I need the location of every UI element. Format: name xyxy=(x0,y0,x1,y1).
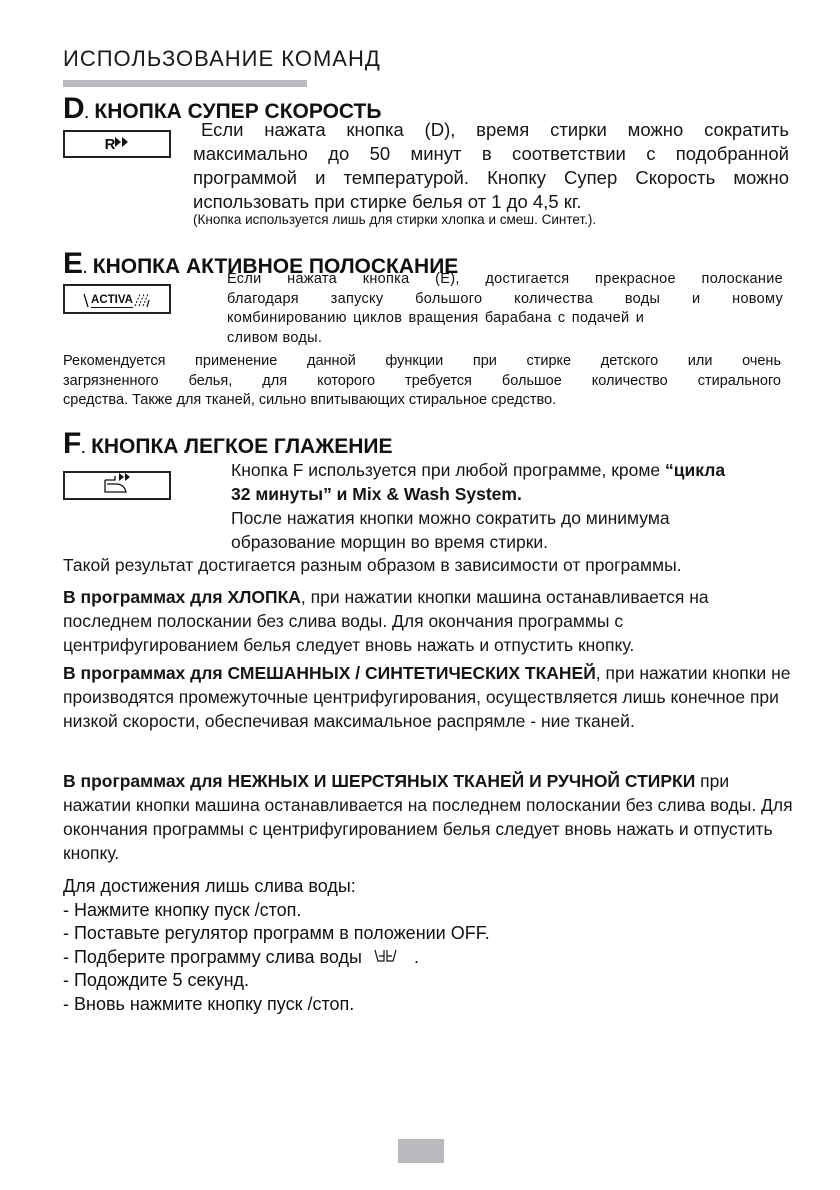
section-e-description: Если нажата кнопка (E), достигается прекрасное полоскание благодаря запуску большого количества воды и новому комбинированию циклов вращения барабана с подачей и сливом воды. xyxy=(227,271,783,346)
cotton-paragraph: В программах для ХЛОПКА, при нажатии кнопки машина останавливается на последнем полоскании без слива воды. Для окончания программы с центрифугированием белья следует вновь нажать и отпустить кнопку. xyxy=(63,587,709,655)
page-title: ИСПОЛЬЗОВАНИЕ КОМАНД xyxy=(63,46,381,71)
drain-step: - Нажмите кнопку пуск /стоп. xyxy=(63,899,302,920)
activa-rinse-icon: ACTIVA xyxy=(83,290,151,308)
section-d-title: КНОПКА СУПЕР СКОРОСТЬ xyxy=(94,100,382,123)
super-speed-icon: R xyxy=(105,136,130,153)
activa-rinse-button[interactable] xyxy=(63,284,171,314)
section-d-note: (Кнопка используется лишь для стирки хлопка и смеш. Синтет.). xyxy=(193,212,597,227)
easy-iron-button[interactable] xyxy=(63,471,171,500)
drain-step: - Поставьте регулятор программ в положении OFF. xyxy=(63,923,490,943)
drain-step: - Вновь нажмите кнопку пуск /стоп. xyxy=(63,993,355,1014)
drain-instructions xyxy=(63,875,663,1016)
delicate-paragraph: В программах для НЕЖНЫХ И ШЕРСТЯНЫХ ТКАНЕЙ И РУЧНОЙ СТИРКИ при нажатии кнопки машина останавливается на последнем полоскании без слива воды. Для окончания программы с центрифугированием белья следует вновь нажать и отпустить кнопку. xyxy=(63,771,793,863)
section-e-heading: E. КНОПКА АКТИВНОЕ ПОЛОСКАНИЕ xyxy=(63,247,459,280)
title-underline-bar xyxy=(63,80,307,87)
drain-step: - Подберите программу слива воды . xyxy=(63,946,419,967)
drain-heading: Для достижения лишь слива воды: xyxy=(63,876,356,896)
super-speed-button[interactable] xyxy=(63,130,171,158)
section-f-result: Такой результат достигается разным образом в зависимости от программы. xyxy=(63,555,682,575)
section-d-heading: D. КНОПКА СУПЕР СКОРОСТЬ xyxy=(63,92,382,125)
drain-step: - Подождите 5 секунд. xyxy=(63,970,250,990)
synthetic-paragraph: В программах для СМЕШАННЫХ / СИНТЕТИЧЕСКИХ ТКАНЕЙ, при нажатии кнопки не производятся промежуточные центрифугирования, осуществляется лишь конечное при низкой скорости, обеспечивая максимальное распрямле - ние тканей. xyxy=(63,663,791,731)
section-f-title: КНОПКА ЛЕГКОЕ ГЛАЖЕНИЕ xyxy=(91,435,393,458)
section-f-heading: F. КНОПКА ЛЕГКОЕ ГЛАЖЕНИЕ xyxy=(63,427,393,460)
section-e-letter: E xyxy=(63,247,84,280)
page-number-box xyxy=(398,1139,444,1163)
section-d-description: Если нажата кнопка (D), время стирки можно сократить максимально до 50 минут в соответствии с подобранной программой и температурой. Кнопку Супер Скорость можно использовать при стирке белья от 1 до 4,5 кг. xyxy=(193,119,789,212)
section-e-title: КНОПКА АКТИВНОЕ ПОЛОСКАНИЕ xyxy=(92,255,459,278)
section-d-letter: D xyxy=(63,92,85,125)
easy-iron-icon xyxy=(100,472,134,499)
section-f-intro: Кнопка F используется при любой программе, кроме “цикла 32 минуты” и Mix & Wash System. После нажатия кнопки можно сократить до минимума образование морщин во время стирки. xyxy=(231,460,726,552)
section-f-letter: F xyxy=(63,427,82,460)
section-e-recommendation: Рекомендуется применение данной функции при стирке детского или очень загрязненного белья, для которого требуется большое количество стирального средства. Также для тканей, сильно впитывающих стиральное средство. xyxy=(63,353,781,408)
drain-program-icon xyxy=(373,948,399,964)
